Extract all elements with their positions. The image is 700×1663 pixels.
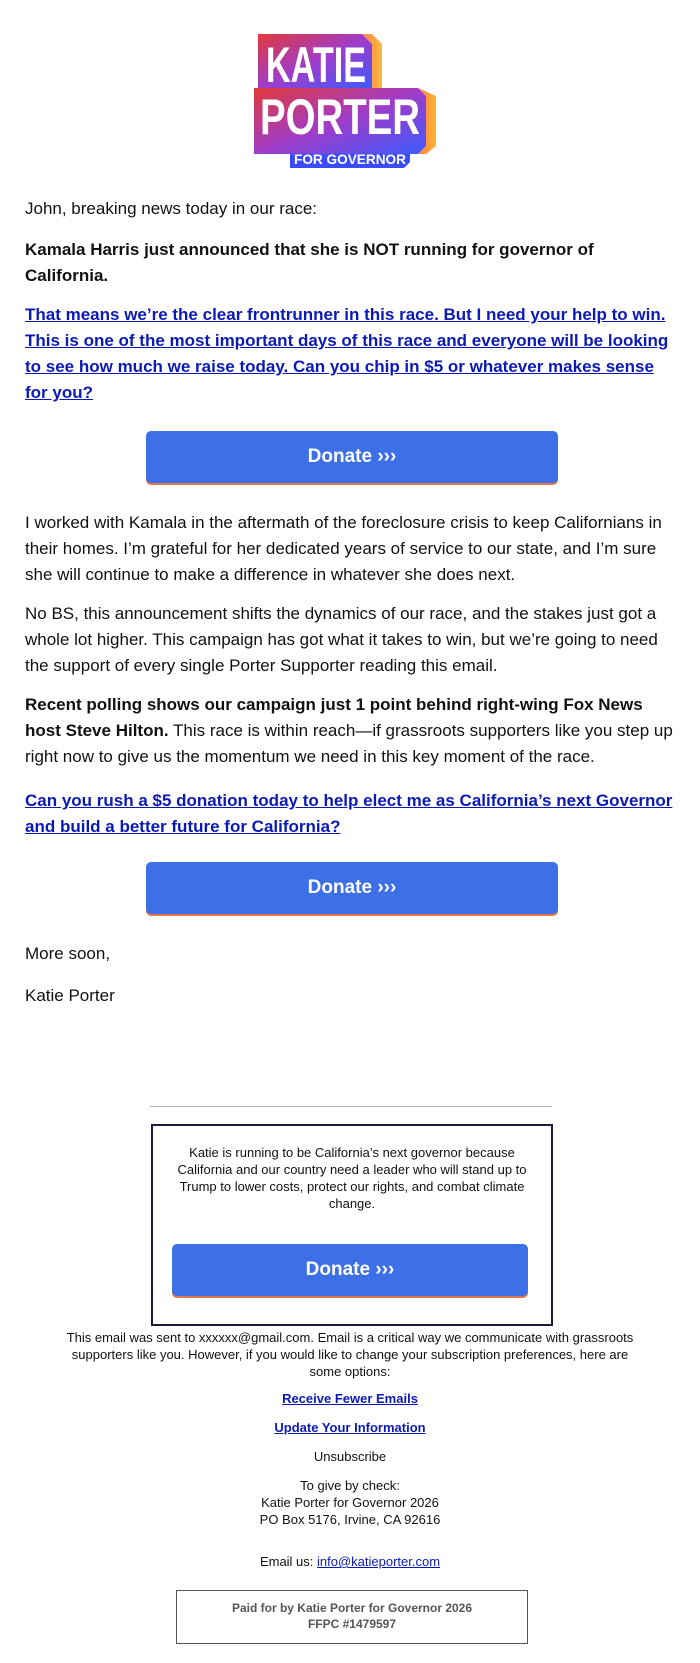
paragraph-dynamics: No BS, this announcement shifts the dynamics of our race, and the stakes just got a whole lot higher. This campaign has got what it takes to win, but we’re going to need the support of every single Porter Supporter reading this email. [25, 604, 658, 675]
logo-line3: FOR GOVERNOR [294, 151, 406, 167]
footer-notice: This email was sent to xxxxxx@gmail.com. Email is a critical way we communicate with grassroots supporters like you. However, if you would like to change your subscription preferences, here are some options: [66, 1330, 634, 1379]
paid-for-text: Paid for by Katie Porter for Governor 2026 [231, 1601, 473, 1615]
check-address [60, 1477, 640, 1528]
signoff: More soon, [25, 944, 111, 963]
paragraph-polling [25, 692, 680, 770]
polling-rest-text: This race is within reach—if grassroots supporters like you step up right now to give us the momentum we need in this key moment of the race. [25, 721, 673, 766]
email-us-row [60, 1553, 640, 1570]
donate-button-2[interactable]: Donate ››› [146, 862, 558, 914]
polling-bold-text: Recent polling shows our campaign just 1 point behind right-wing Fox News host Steve Hilton. [25, 695, 643, 740]
donate-ask-link-1[interactable]: That means we’re the clear frontrunner in this race. But I need your help to win. This is one of the most important days of this race and everyone will be looking to see how much we raise today. Can you chip in $5 or whatever makes sense for you? [25, 305, 669, 402]
logo-line2: PORTER [260, 89, 420, 145]
logo-line1: KATIE [266, 37, 366, 93]
receive-fewer-emails-link[interactable]: Receive Fewer Emails [282, 1391, 418, 1406]
signature: Katie Porter [25, 986, 115, 1005]
campaign-logo [250, 30, 460, 170]
ask-paragraph-1 [25, 302, 680, 406]
greeting: John, breaking news today in our race: [25, 199, 318, 218]
donate-button-1[interactable]: Donate ››› [146, 431, 558, 483]
receive-fewer-row [60, 1390, 640, 1407]
check-line-1: Katie Porter for Governor 2026 [261, 1495, 439, 1510]
headline: Kamala Harris just announced that she is NOT running for governor of California. [25, 240, 594, 285]
footer-donate-box [151, 1124, 553, 1326]
email-us-label: Email us: [259, 1554, 318, 1569]
footer-box-text: Katie is running to be California’s next governor because California and our country need a leader who will stand up to Trump to lower costs, protect our rights, and combat climate change. [177, 1145, 527, 1211]
footer-divider [150, 1106, 552, 1107]
ask-paragraph-2 [25, 788, 680, 840]
email-address-link[interactable]: info@katieporter.com [317, 1554, 441, 1569]
check-line-2: PO Box 5176, Irvine, CA 92616 [259, 1512, 441, 1527]
donate-ask-link-2[interactable]: Can you rush a $5 donation today to help elect me as California’s next Governor and build a better future for California? [25, 791, 673, 836]
ffpc-number: FFPC #1479597 [307, 1617, 397, 1631]
update-info-row [60, 1419, 640, 1436]
paid-for-box [176, 1590, 528, 1644]
check-title: To give by check: [300, 1478, 400, 1493]
unsubscribe-link[interactable]: Unsubscribe [313, 1449, 387, 1464]
donate-button-3[interactable]: Donate ››› [172, 1244, 528, 1296]
update-information-link[interactable]: Update Your Information [274, 1420, 426, 1435]
paragraph-foreclosure: I worked with Kamala in the aftermath of the foreclosure crisis to keep Californians in their homes. I’m grateful for her dedicated years of service to our state, and I’m sure she will continue to make a difference in whatever she does next. [25, 513, 662, 584]
